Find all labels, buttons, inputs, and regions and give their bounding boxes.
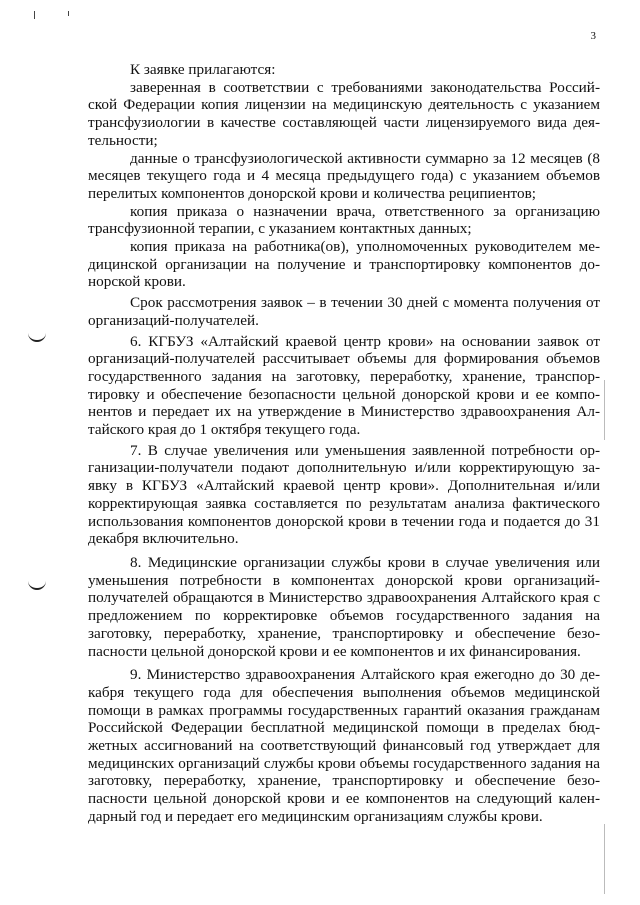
attachments-heading: К заявке прилагаются: xyxy=(130,61,276,78)
scan-edge-line xyxy=(604,824,605,894)
page-number: 3 xyxy=(590,30,596,42)
scan-edge-line xyxy=(604,380,605,440)
scan-mark xyxy=(68,11,69,16)
scan-mark xyxy=(34,11,35,19)
clause-9: 9. Министерство здравоохранения Алтайского края ежегодно до 30 декабря текущего года для обеспечения выполнения объемов медицинской помощи в рамках программы государственных гарантий оказания гражданам Российской Федерации бесплатной медицинской помощи в пределах бюджетных ассигнований на соответствующий финансовый год утверждает для медицинских организаций службы крови объемы государственного задания на заготовку, переработку, хранение, транспортировку и обеспечение безопасности цельной донорской крови и ее компонентов на следующий календарный год и передает его медицинским организациям службы крови. xyxy=(88,666,600,825)
attachment-employee-order: копия приказа на работника(ов), уполномоченных руководителем медицинской организации на получение и транспортировку компонентов донорской крови. xyxy=(88,238,600,291)
clause-8: 8. Медицинские организации службы крови в случае увеличения или уменьшения потребности в компонентах донорской крови организаций-получателей обращаются в Министерство здравоохранения Алтайского края с предложением по корректировке объемов государственного задания на заготовку, переработку, хранение, транспортировку и обеспечение безопасности цельной донорской крови и ее компонентов и их финансирования. xyxy=(88,553,600,660)
attachment-transfusion-activity: данные о трансфузиологической активности суммарно за 12 месяцев (8 месяцев текущего года и 4 месяца предыдущего года) с указанием объемов перелитых компонентов донорской крови и количества реципиентов; xyxy=(88,149,600,202)
review-period: Срок рассмотрения заявок – в течении 30 дней с момента получения от организаций-получателей. xyxy=(88,294,600,329)
margin-mark xyxy=(28,581,46,590)
margin-mark xyxy=(28,333,46,342)
clause-6: 6. КГБУЗ «Алтайский краевой центр крови» на основании заявок от организаций-получателей рассчитывает объемы для формирования объемов государственного задания на заготовку, переработку, хранение, транспортировку и обеспечение безопасности цельной донорской крови и ее компонентов и передает их на утверждение в Министерство здравоохранения Алтайского края до 1 октября текущего года. xyxy=(88,332,600,439)
document-body xyxy=(88,61,600,826)
clause-7: 7. В случае увеличения или уменьшения заявленной потребности организации-получатели подают дополнительную и/или корректирующую заявку в КГБУЗ «Алтайский краевой центр крови». Дополнительная и/или корректирующая заявка составляется по результатам анализа фактического использования компонентов донорской крови в течении года и подается до 31 декабря включительно. xyxy=(88,441,600,548)
attachment-license-copy: заверенная в соответствии с требованиями законодательства Российской Федерации копия лицензии на медицинскую деятельность с указанием трансфузиологии в качестве составляющей части лицензируемого вида деятельности; xyxy=(88,78,600,149)
attachment-doctor-order: копия приказа о назначении врача, ответственного за организацию трансфузионной терапии, с указанием контактных данных; xyxy=(88,202,600,238)
